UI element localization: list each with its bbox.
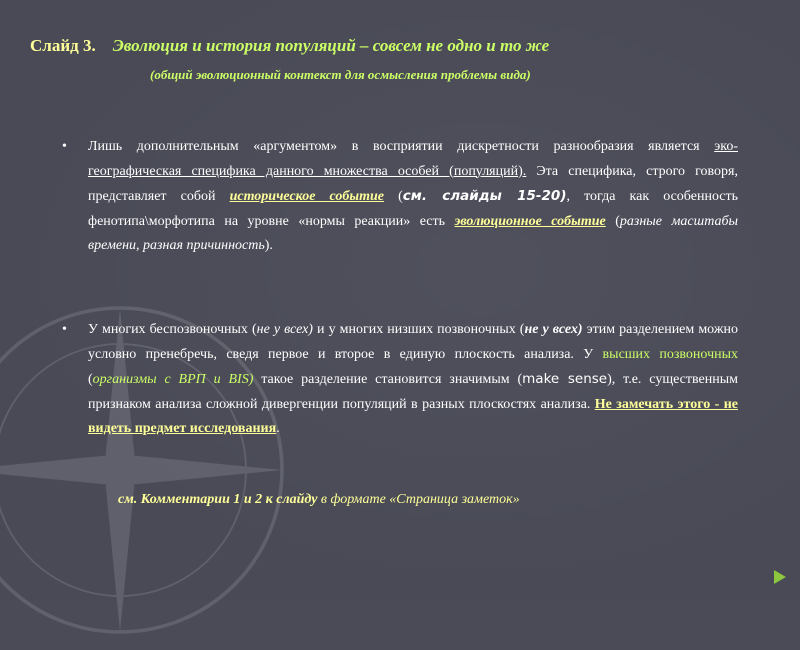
title-text: Эволюция и история популяций – совсем не одно и то же xyxy=(112,36,550,55)
text-run: , тогда как особенность фенотипа\морфотипа на уровне «нормы реакции» есть xyxy=(88,189,739,229)
next-slide-arrow-icon[interactable] xyxy=(774,570,786,584)
bullet-paragraph-2 xyxy=(62,318,739,442)
highlight-conclusion: Не замечать этого - не видеть предмет исследования xyxy=(88,396,738,437)
green-italic-text: организмы с ВРП и BIS) xyxy=(92,372,254,388)
text-run: У многих беспозвоночных ( xyxy=(88,322,257,337)
text-run: ( xyxy=(384,189,403,205)
text-run: и у многих низших позвоночных ( xyxy=(312,322,525,337)
make-sense-text: make sense xyxy=(522,371,608,388)
green-text: высших позвоночных xyxy=(602,346,739,362)
italic-text: не у всех) xyxy=(256,322,313,337)
text-run: этим разделением можно условно пренебречь, сведя первое и второе в единую плоскость анализа. У xyxy=(88,322,738,362)
slide-subtitle: (общий эволюционный контекст для осмысления проблемы вида) xyxy=(150,67,531,82)
highlight-historical-event: историческое событие xyxy=(229,189,385,205)
text-run: такое разделение становится значимым ( xyxy=(253,372,523,388)
comment-reference xyxy=(118,492,520,508)
highlight-evolutionary-event: эволюционное событие xyxy=(454,213,606,229)
bullet-paragraph-1 xyxy=(62,135,739,259)
text-run: ( xyxy=(605,213,620,229)
bold-italic-text: не у всех) xyxy=(524,322,583,337)
text-run: ), т.е. существенным признаком анализа сложной дивергенции популяций в разных плоскостях анализа. xyxy=(88,372,738,412)
text-run: . xyxy=(276,421,280,437)
text-run: Эта специфика, строго говоря, представляет собой xyxy=(88,163,738,205)
slide-title xyxy=(30,36,790,56)
comment-bold: см. Комментарии 1 и 2 к слайду xyxy=(118,492,318,507)
bullet-dot-icon: • xyxy=(62,322,67,337)
underlined-text: эко-географическая специфика данного множества особей (популяций). xyxy=(88,139,738,179)
text-run: ). xyxy=(264,238,273,254)
text-run: ( xyxy=(88,372,93,388)
comment-rest: в формате «Страница заметок» xyxy=(317,492,520,507)
text-run: Лишь дополнительным «аргументом» в восприятии дискретности разнообразия является xyxy=(88,139,715,154)
slides-reference: см. слайды 15-20) xyxy=(402,188,567,205)
slide-number: Слайд 3. xyxy=(30,36,96,55)
bullet-dot-icon: • xyxy=(62,139,67,154)
italic-text: разные масштабы времени, разная причинность xyxy=(88,213,738,254)
